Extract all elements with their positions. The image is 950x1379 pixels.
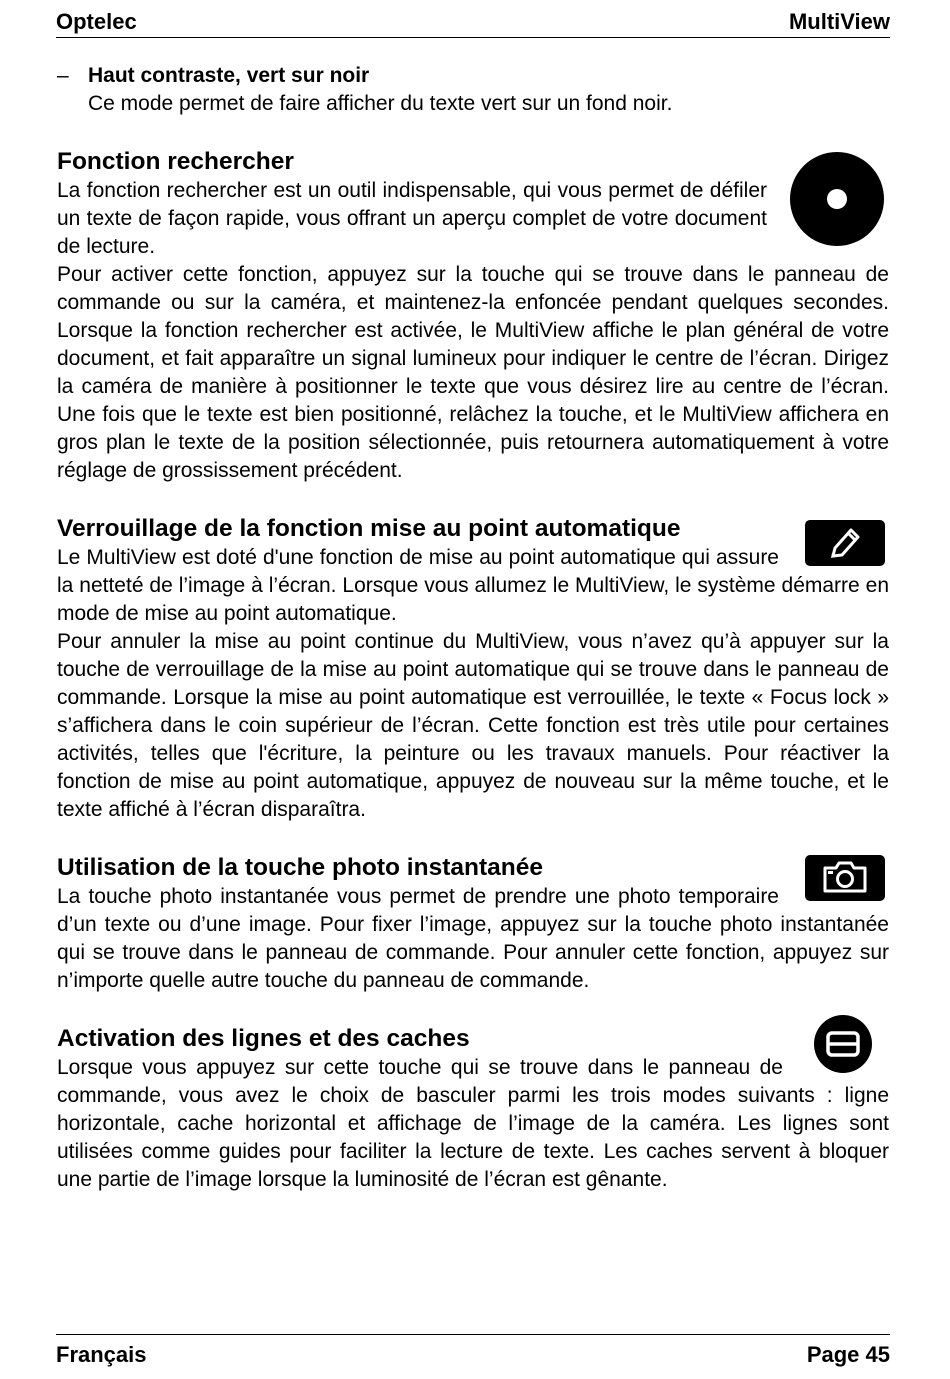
section-title: Fonction rechercher: [57, 148, 294, 175]
footer-language: Français: [56, 1342, 147, 1367]
header-product: MultiView: [788, 9, 890, 34]
section-snapshot: [57, 853, 889, 995]
bullet-dash: –: [57, 64, 69, 87]
page-number: Page 45: [806, 1342, 890, 1367]
pencil-icon: [805, 520, 885, 566]
section-search: [57, 147, 889, 485]
section-title: Verrouillage de la fonction mise au point automatique: [57, 515, 681, 542]
page-header: [56, 10, 890, 38]
section-paragraph: La fonction rechercher est un outil indispensable, qui vous permet de défiler un texte de façon rapide, vous offrant un aperçu complet de votre document de lecture.: [57, 179, 767, 258]
section-paragraph: Pour annuler la mise au point continue du MultiView, vous n’avez qu’à appuyer sur la touche de verrouillage de la mise au point automatique qui se trouve dans le panneau de commande. Lorsque la mise au point automatique est verrouillée, le texte « Focus lock » s’affichera dans le coin supérieur de l’écran. Cette fonction est très utile pour certaines activités, telles que l'écriture, la peinture ou les travaux manuels. Pour réactiver la fonction de mise au point automatique, appuyez de nouveau sur la même touche, et le texte affiché à l’écran disparaîtra.: [57, 630, 889, 821]
section-paragraph: Lorsque vous appuyez sur cette touche qui se trouve dans le panneau de commande, vous avez le choix de basculer parmi les trois modes suivants : ligne horizontale, cache horizontal et affichage de l’image de la caméra. Les lignes sont utilisées comme guides pour faciliter la lecture de texte. Les caches servent à bloquer une partie de l’image lorsque la luminosité de l’écran est gênante.: [57, 1056, 889, 1191]
lines-mask-icon: [813, 1014, 873, 1074]
camera-icon: [805, 855, 885, 901]
section-paragraph: Le MultiView est doté d'une fonction de mise au point automatique qui assure la netteté de l’image à l’écran. Lorsque vous allumez le MultiView, le système démarre en mode de mise au point automatique.: [57, 546, 889, 625]
section-title: Activation des lignes et des caches: [57, 1025, 470, 1052]
section-paragraph: La touche photo instantanée vous permet de prendre une photo temporaire d’un texte ou d’une image. Pour fixer l’image, appuyez sur la touche photo instantanée qui se trouve dans le panneau de commande. Pour annuler cette fonction, appuyez sur n’importe quelle autre touche du panneau de commande.: [57, 885, 889, 992]
header-brand: Optelec: [56, 9, 137, 34]
bullet-item: [57, 62, 889, 118]
search-icon: [789, 151, 885, 247]
section-paragraph: Pour activer cette fonction, appuyez sur la touche qui se trouve dans le panneau de commande ou sur la caméra, et maintenez-la enfoncée pendant quelques secondes. Lorsque la fonction rechercher est activée, le MultiView affiche le plan général de votre document, et fait apparaître un signal lumineux pour indiquer le centre de l’écran. Dirigez la caméra de manière à positionner le texte que vous désirez lire au centre de l’écran. Une fois que le texte est bien positionné, relâchez la touche, et le MultiView affichera en gros plan le texte de la position sélectionnée, puis retournera automatiquement à votre réglage de grossissement précédent.: [57, 263, 889, 482]
section-title: Utilisation de la touche photo instantanée: [57, 854, 543, 881]
bullet-text: Ce mode permet de faire afficher du texte vert sur un fond noir.: [88, 92, 673, 115]
bullet-title: Haut contraste, vert sur noir: [88, 64, 370, 87]
page-footer: [56, 1334, 890, 1368]
section-autofocus-lock: [57, 514, 889, 824]
page-content: [57, 62, 889, 1194]
section-lines-masks: [57, 1024, 889, 1194]
